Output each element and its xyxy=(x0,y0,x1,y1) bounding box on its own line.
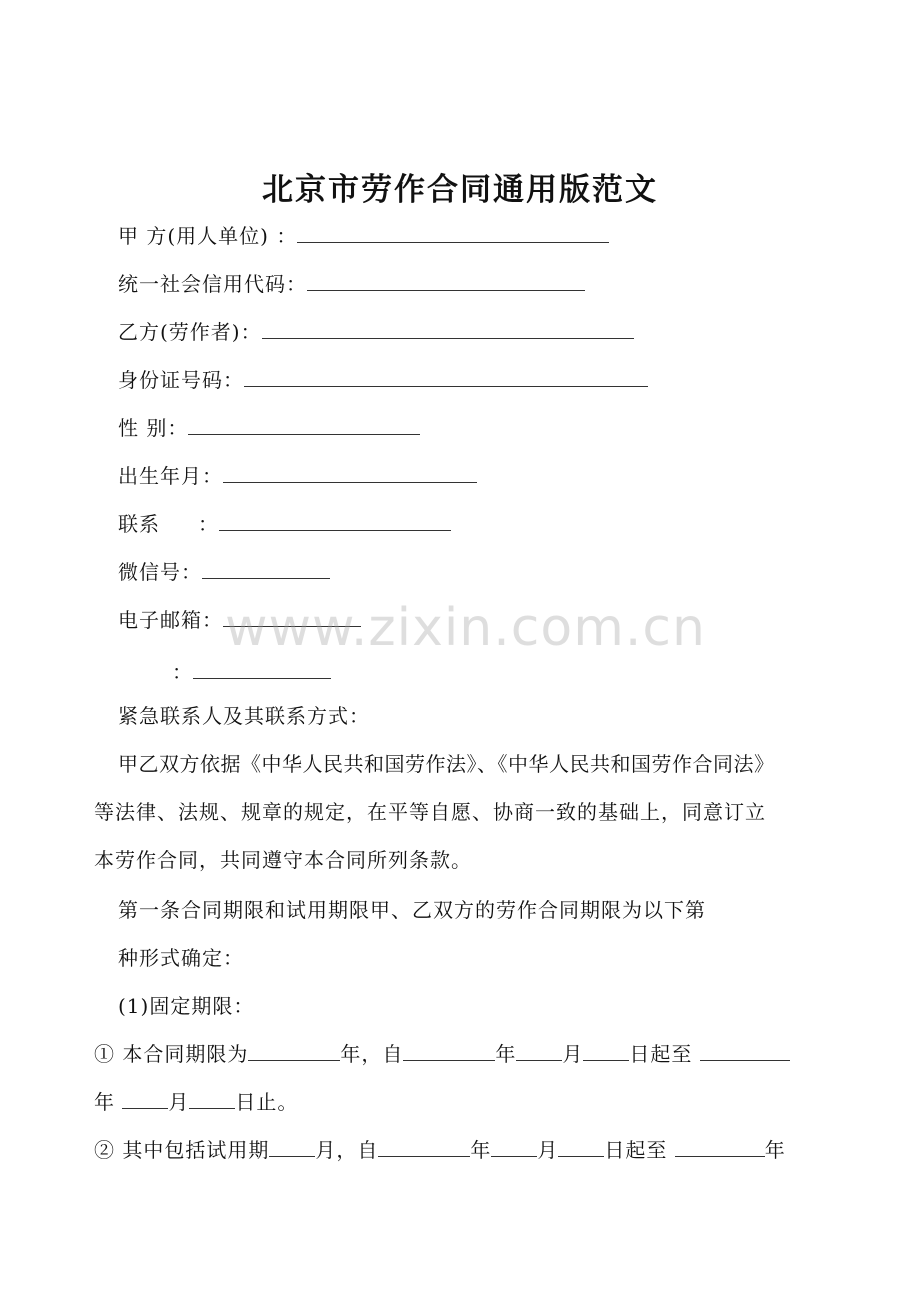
party-b-row xyxy=(118,318,634,346)
end-year-blank xyxy=(700,1040,790,1061)
year-label: 年 xyxy=(94,1090,115,1114)
item-1-line-1 xyxy=(94,1040,790,1068)
emergency-label: 紧急联系人及其联系方式： xyxy=(118,704,370,728)
credit-code-blank xyxy=(307,270,585,291)
gender-row xyxy=(118,414,420,442)
from-label: ，自 xyxy=(361,1042,404,1066)
probation-end-year-blank xyxy=(675,1136,765,1157)
birth-row xyxy=(118,462,477,490)
item-1-line-2 xyxy=(94,1088,298,1116)
document-title: 北京市劳作合同通用版范文 xyxy=(262,172,658,208)
start-day-blank xyxy=(583,1040,629,1061)
month-from-label: 月，自 xyxy=(315,1138,379,1162)
id-number-blank xyxy=(244,366,648,387)
gender-label: 性 别： xyxy=(118,416,189,440)
year-label: 年 xyxy=(340,1042,362,1066)
credit-code-label: 统一社会信用代码： xyxy=(118,272,307,296)
start-month-blank xyxy=(516,1040,562,1061)
email-label: 电子邮箱： xyxy=(118,608,223,632)
probation-months-blank xyxy=(269,1136,315,1157)
item-2-text: 其中包括试用期 xyxy=(122,1138,270,1162)
article-1-line-2: 种形式确定： xyxy=(118,946,244,970)
contact-label: 联系 xyxy=(118,512,160,536)
item-1-text: 本合同期限为 xyxy=(122,1042,249,1066)
month-label: 月 xyxy=(168,1090,190,1114)
fixed-term-heading: (1)固定期限： xyxy=(118,994,255,1018)
party-b-blank xyxy=(262,318,634,339)
article-1-line-1: 第一条合同期限和试用期限甲、乙双方的劳作合同期限为以下第 xyxy=(118,898,706,922)
until-label: 日起至 xyxy=(604,1138,668,1162)
contact-row xyxy=(118,510,451,538)
wechat-row xyxy=(118,558,330,586)
paragraph-1-line-2: 等法律、法规、规章的规定，在平等自愿、协商一致的基础上，同意订立 xyxy=(94,800,766,824)
item-1-number: ① xyxy=(94,1042,115,1066)
paragraph-1-line-1: 甲乙双方依据《中华人民共和国劳作法》、《中华人民共和国劳作合同法》 xyxy=(118,752,775,776)
other-row xyxy=(172,658,331,686)
month-label: 月 xyxy=(537,1138,559,1162)
credit-code-row xyxy=(118,270,585,298)
term-years-blank xyxy=(248,1040,340,1061)
wechat-label: 微信号： xyxy=(118,560,202,584)
watermark: www.zixin.com.cn xyxy=(225,598,706,658)
party-a-label: 甲 方(用人单位) ： xyxy=(118,224,298,248)
party-a-row xyxy=(118,222,609,250)
party-a-blank xyxy=(297,222,609,243)
start-year-blank xyxy=(403,1040,495,1061)
wechat-blank xyxy=(202,558,330,579)
probation-start-year-blank xyxy=(378,1136,470,1157)
birth-label: 出生年月： xyxy=(118,464,223,488)
year-label: 年 xyxy=(764,1138,786,1162)
other-colon: ： xyxy=(172,660,193,684)
until-end-label: 日止。 xyxy=(235,1090,299,1114)
party-b-label: 乙方(劳作者)： xyxy=(118,320,262,344)
emergency-row xyxy=(118,702,370,730)
other-blank xyxy=(193,658,331,679)
until-label: 日起至 xyxy=(629,1042,693,1066)
item-2-number: ② xyxy=(94,1138,115,1162)
item-2-line-1 xyxy=(94,1136,786,1164)
id-number-row xyxy=(118,366,648,394)
year-label: 年 xyxy=(495,1042,517,1066)
end-month-blank xyxy=(122,1088,168,1109)
contact-colon: ： xyxy=(198,512,219,536)
year-label: 年 xyxy=(470,1138,492,1162)
gender-blank xyxy=(188,414,420,435)
contact-blank xyxy=(219,510,451,531)
probation-start-month-blank xyxy=(491,1136,537,1157)
month-label: 月 xyxy=(562,1042,584,1066)
paragraph-1-line-3: 本劳作合同，共同遵守本合同所列条款。 xyxy=(94,848,472,872)
end-day-blank xyxy=(189,1088,235,1109)
id-number-label: 身份证号码： xyxy=(118,368,244,392)
birth-blank xyxy=(223,462,477,483)
probation-start-day-blank xyxy=(558,1136,604,1157)
